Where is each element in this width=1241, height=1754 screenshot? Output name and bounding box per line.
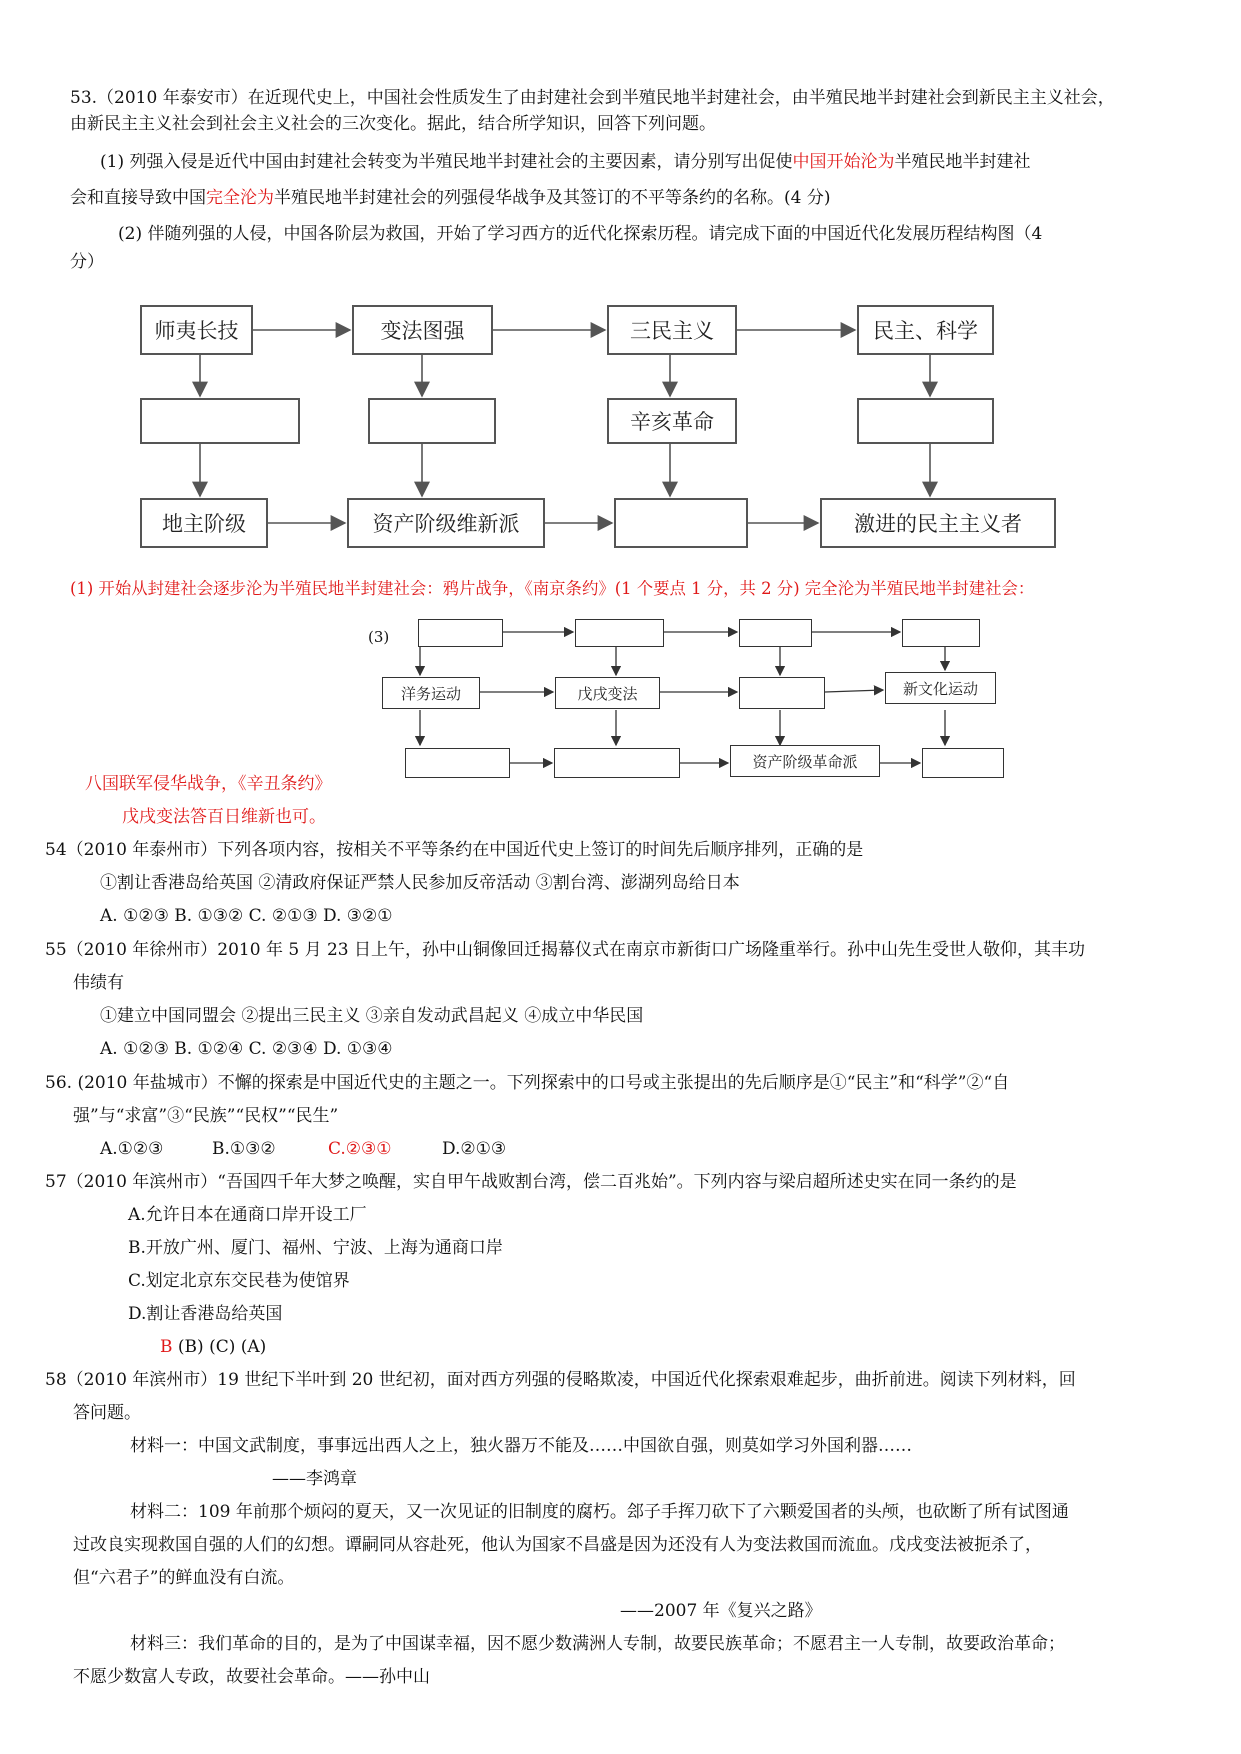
diagram1-box-r2-3: 辛亥革命 bbox=[607, 398, 737, 444]
q58-material1-source: ——李鸿章 bbox=[272, 1469, 357, 1489]
diagram2-box-r3-1 bbox=[405, 748, 510, 778]
q53-part1-line1: (1) 列强入侵是近代中国由封建社会转变为半殖民地半封建社会的主要因素，请分别写出促使中国开始沦为半殖民地半封建社 bbox=[100, 152, 1031, 172]
q56-option-d: D.②①③ bbox=[442, 1139, 507, 1159]
q57-option-b: B.开放广州、厦门、福州、宁波、上海为通商口岸 bbox=[128, 1238, 503, 1258]
q58-material2-line1: 材料二：109 年前那个烦闷的夏天，又一次见证的旧制度的腐朽。郐子手挥刀砍下了六颗爱国者的头颅，也砍断了所有试图通 bbox=[130, 1502, 1069, 1522]
q53-answer-3: 戊戌变法答百日维新也可。 bbox=[122, 807, 326, 827]
q58-stem-line2: 答问题。 bbox=[73, 1403, 141, 1423]
q53-stem-line1: 53.（2010 年泰安市）在近现代史上，中国社会性质发生了由封建社会到半殖民地半封建社会，由半殖民地半封建社会到新民主主义社会， bbox=[70, 88, 1115, 108]
diagram1-box-r1-2: 变法图强 bbox=[352, 305, 493, 355]
diagram2-box-r2-4: 新文化运动 bbox=[885, 672, 996, 704]
q57-stem: 57（2010 年滨州市）“吾国四千年大梦之唤醒，实自甲午战败割台湾，偿二百兆始”。下列内容与梁启超所述史实在同一条约的是 bbox=[45, 1172, 1017, 1192]
diagram1-box-r3-2: 资产阶级维新派 bbox=[347, 498, 545, 548]
q55-items: ①建立中国同盟会 ②提出三民主义 ③亲自发动武昌起义 ④成立中华民国 bbox=[100, 1006, 644, 1026]
q53-answer-line: (1) 开始从封建社会逐步沦为半殖民地半封建社会：鸦片战争，《南京条约》(1 个要点 1 分，共 2 分) 完全沦为半殖民地半封建社会： bbox=[70, 579, 1035, 598]
diagram2-label: (3) bbox=[368, 628, 390, 646]
diagram2-box-r1-3 bbox=[739, 619, 812, 647]
q58-material3-line1: 材料三：我们革命的目的，是为了中国谋幸福，因不愿少数满洲人专制，故要民族革命；不愿君主一人专制，故要政治革命； bbox=[130, 1634, 1065, 1654]
q57-option-d: D.割让香港岛给英国 bbox=[128, 1304, 283, 1324]
q57-answers: B (B) (C) (A) bbox=[160, 1337, 267, 1357]
q53-answer-2: 八国联军侵华战争，《辛丑条约》 bbox=[85, 774, 332, 794]
diagram2-box-r2-2: 戊戌变法 bbox=[555, 677, 660, 709]
diagram2-box-r2-1: 洋务运动 bbox=[382, 677, 480, 709]
diagram2-box-r1-1 bbox=[418, 619, 503, 647]
q53-part1-line2: 会和直接导致中国完全沦为半殖民地半封建社会的列强侵华战争及其签订的不平等条约的名称。(4 分) bbox=[70, 188, 831, 208]
diagram2-box-r1-2 bbox=[575, 619, 664, 647]
diagram1-box-r3-1: 地主阶级 bbox=[140, 498, 268, 548]
q58-material2-source: ——2007 年《复兴之路》 bbox=[620, 1601, 822, 1621]
q58-material2-line3: 但“六君子”的鲜血没有白流。 bbox=[73, 1568, 295, 1588]
q57-option-c: C.划定北京东交民巷为使馆界 bbox=[128, 1271, 350, 1291]
q58-material1: 材料一：中国文武制度，事事远出西人之上，独火器万不能及……中国欲自强，则莫如学习外国利器…… bbox=[130, 1436, 912, 1456]
q56-stem-line2: 强”与“求富”③“民族”“民权”“民生” bbox=[73, 1106, 339, 1126]
q54-stem: 54（2010 年泰州市）下列各项内容，按相关不平等条约在中国近代史上签订的时间先后顺序排列，正确的是 bbox=[45, 840, 864, 860]
diagram2-box-r3-2 bbox=[554, 748, 680, 778]
q55-stem-line1: 55（2010 年徐州市）2010 年 5 月 23 日上午，孙中山铜像回迁揭幕仪式在南京市新街口广场隆重举行。孙中山先生受世人敬仰，其丰功 bbox=[45, 940, 1086, 960]
q55-options: A. ①②③ B. ①②④ C. ②③④ D. ①③④ bbox=[100, 1039, 393, 1059]
q54-options: A. ①②③ B. ①③② C. ②①③ D. ③②① bbox=[100, 906, 393, 926]
q56-option-a: A.①②③ bbox=[100, 1139, 164, 1159]
diagram2-box-r3-4 bbox=[922, 748, 1004, 778]
q56-option-c: C.②③① bbox=[328, 1139, 392, 1159]
diagram1-box-r1-3: 三民主义 bbox=[607, 305, 737, 355]
diagram2-box-r1-4 bbox=[902, 619, 980, 647]
q57-option-a: A.允许日本在通商口岸开设工厂 bbox=[128, 1205, 367, 1225]
q58-material3-line2: 不愿少数富人专政，故要社会革命。——孙中山 bbox=[73, 1667, 430, 1687]
q56-option-b: B.①③② bbox=[212, 1139, 276, 1159]
q58-stem-line1: 58（2010 年滨州市）19 世纪下半叶到 20 世纪初，面对西方列强的侵略欺凌，中国近代化探索艰难起步，曲折前进。阅读下列材料，回 bbox=[45, 1370, 1076, 1390]
diagram2-box-r3-3: 资产阶级革命派 bbox=[730, 745, 880, 777]
diagram2-box-r2-3 bbox=[739, 677, 825, 709]
q53-part2-line1: (2) 伴随列强的人侵，中国各阶层为救国，开始了学习西方的近代化探索历程。请完成下面的中国近代化发展历程结构图（4 bbox=[118, 224, 1043, 244]
diagram1-box-r1-4: 民主、科学 bbox=[857, 305, 994, 355]
diagram1-box-r1-1: 师夷长技 bbox=[140, 305, 253, 355]
q55-stem-line2: 伟绩有 bbox=[73, 973, 124, 993]
q58-material2-line2: 过改良实现救国自强的人们的幻想。谭嗣同从容赴死，他认为国家不昌盛是因为还没有人为变法救国而流血。戊戌变法被扼杀了， bbox=[73, 1535, 1042, 1555]
q53-stem-line2: 由新民主主义社会到社会主义社会的三次变化。据此，结合所学知识，回答下列问题。 bbox=[70, 114, 716, 134]
diagram1-box-r3-4: 激进的民主主义者 bbox=[820, 498, 1056, 548]
q53-part2-line2: 分） bbox=[70, 252, 104, 272]
q56-stem-line1: 56. (2010 年盐城市）不懈的探索是中国近代史的主题之一。下列探索中的口号或主张提出的先后顺序是①“民主”和“科学”②“自 bbox=[45, 1073, 1010, 1093]
q54-items: ①割让香港岛给英国 ②清政府保证严禁人民参加反帝活动 ③割台湾、澎湖列岛给日本 bbox=[100, 873, 740, 893]
